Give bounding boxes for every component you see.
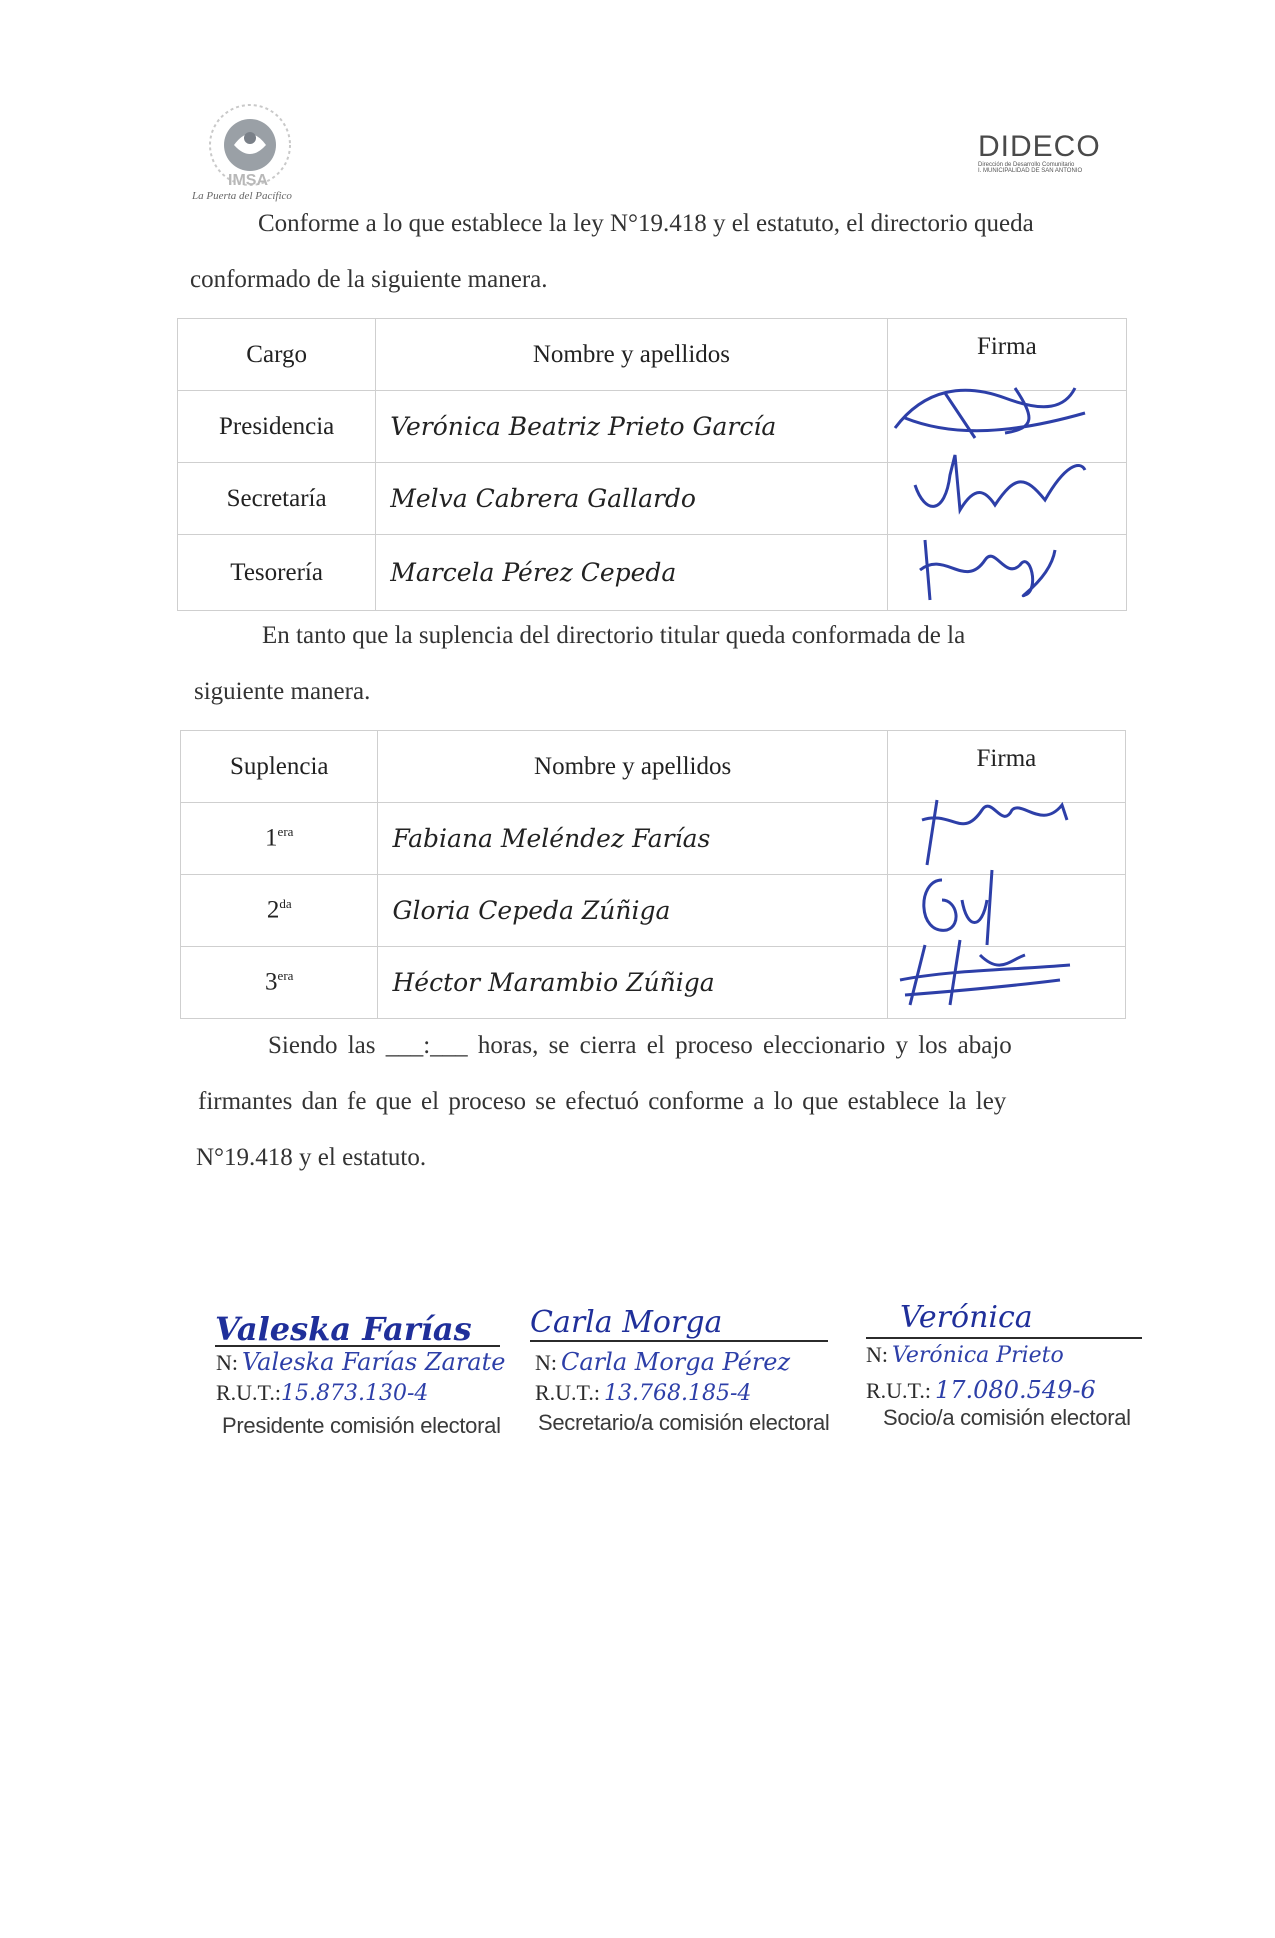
dideco-logo: [978, 130, 1118, 185]
signature-line: [866, 1337, 1142, 1339]
comision-3-nombre-row: [866, 1342, 1064, 1368]
nombre-cell: Melva Cabrera Gallardo: [376, 463, 887, 535]
header-nombre: Nombre y apellidos: [378, 731, 887, 803]
nombre-value: Carla Morga Pérez: [561, 1348, 791, 1376]
firma-comision-2: Carla Morga: [530, 1305, 723, 1340]
ordinal-number: 2: [266, 896, 280, 924]
rut-value: 13.768.185-4: [603, 1381, 752, 1406]
suplencia-num-cell: [181, 875, 378, 947]
nombre-value: Verónica Prieto: [892, 1343, 1064, 1368]
firma-comision-3: Verónica: [900, 1300, 1033, 1335]
n-label: N:: [866, 1342, 888, 1367]
cargo-cell: Secretaría: [178, 463, 376, 535]
rut-value: 17.080.549-6: [934, 1376, 1096, 1404]
rut-label: R.U.T.:: [535, 1380, 600, 1405]
comision-3-rut-row: [866, 1376, 1096, 1404]
ordinal-number: 1: [265, 824, 278, 852]
header-firma: Firma: [887, 731, 1125, 803]
nombre-cell: Verónica Beatriz Prieto García: [376, 391, 887, 463]
rut-value: 15.873.130-4: [280, 1381, 429, 1406]
ordinal-suffix: da: [279, 896, 292, 912]
ordinal-suffix: era: [277, 824, 294, 840]
nombre-cell: Héctor Marambio Zúñiga: [378, 947, 887, 1019]
ordinal-number: 3: [265, 968, 278, 996]
cargo-cell: Tesorería: [178, 535, 376, 611]
comision-1-nombre-row: [216, 1348, 505, 1376]
cargo-cell: Presidencia: [178, 391, 376, 463]
rut-label: R.U.T.:: [216, 1380, 281, 1405]
signature-presidencia: [885, 378, 1095, 453]
dideco-subtitle: Dirección de Desarrollo Comunitario: [978, 162, 1075, 168]
signature-line: [530, 1340, 828, 1342]
cierre-line-1: Siendo las ___:___ horas, se cierra el proceso eleccionario y los abajo: [268, 1032, 1012, 1059]
nombre-value: Valeska Farías Zarate: [242, 1348, 506, 1376]
imsa-motto: La Puerta del Pacífico: [192, 190, 292, 202]
rol-caption: Presidente comisión electoral: [222, 1413, 501, 1438]
signature-suplencia-3: [890, 935, 1080, 1015]
comision-2-nombre-row: [535, 1348, 790, 1376]
suplencia-intro-line-2: siguiente manera.: [194, 678, 371, 705]
nombre-cell: Gloria Cepeda Zúñiga: [378, 875, 887, 947]
firma-comision-1: Valeska Farías: [215, 1310, 472, 1348]
signature-secretaria: [905, 445, 1105, 525]
ordinal-suffix: era: [277, 968, 294, 984]
signature-suplencia-1: [912, 790, 1082, 870]
nombre-cell: Marcela Pérez Cepeda: [376, 535, 887, 611]
nombre-cell: Fabiana Meléndez Farías: [378, 803, 887, 875]
signature-tesoreria: [915, 530, 1065, 610]
header-cargo: Cargo: [178, 319, 376, 391]
header-suplencia: Suplencia: [181, 731, 378, 803]
n-label: N:: [535, 1350, 557, 1375]
cierre-line-2: firmantes dan fe que el proceso se efectuó conforme a lo que establece la ley: [198, 1088, 1007, 1115]
comision-2-rut-row: [535, 1380, 751, 1406]
intro-line-1: Conforme a lo que establece la ley N°19.418 y el estatuto, el directorio queda: [258, 210, 1034, 237]
dideco-logo-text: DIDECO: [978, 130, 1101, 163]
header-nombre: Nombre y apellidos: [376, 319, 887, 391]
rol-caption: Socio/a comisión electoral: [883, 1405, 1131, 1430]
n-label: N:: [216, 1350, 238, 1375]
imsa-logo-text: IMSA: [228, 172, 268, 189]
cierre-line-3: N°19.418 y el estatuto.: [196, 1144, 427, 1171]
intro-line-2: conformado de la siguiente manera.: [190, 266, 548, 293]
dideco-subtitle2: I. MUNICIPALIDAD DE SAN ANTONIO: [978, 168, 1083, 174]
signature-line: [215, 1345, 500, 1347]
rut-label: R.U.T.:: [866, 1378, 931, 1403]
suplencia-intro-line-1: En tanto que la suplencia del directorio titular queda conformada de la: [262, 622, 966, 649]
comision-1-rut-row: [216, 1380, 428, 1406]
suplencia-num-cell: [181, 947, 378, 1019]
header-firma: Firma: [887, 319, 1126, 391]
suplencia-num-cell: [181, 803, 378, 875]
rol-caption: Secretario/a comisión electoral: [538, 1410, 830, 1435]
